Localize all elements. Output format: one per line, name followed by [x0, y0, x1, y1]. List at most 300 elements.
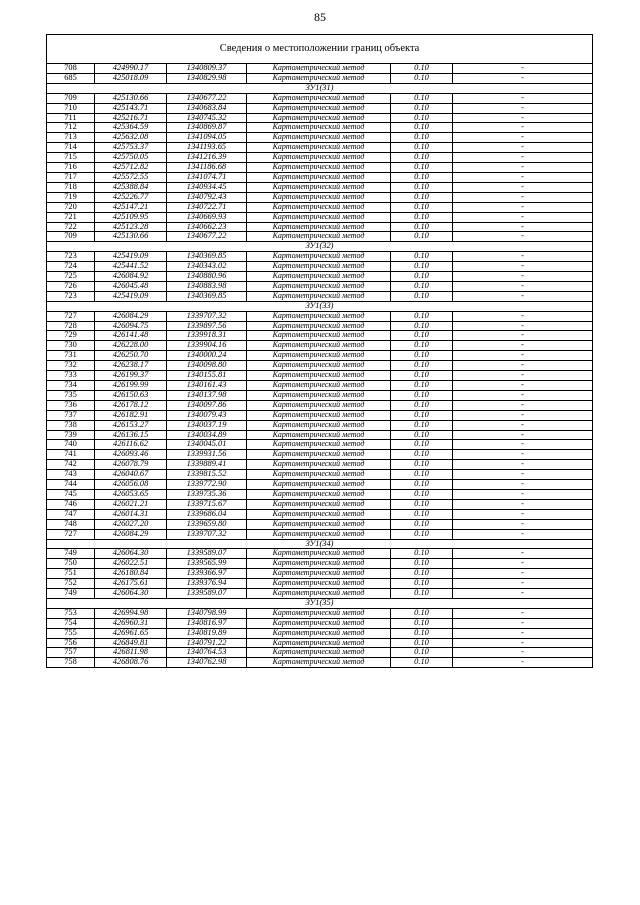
- description-cell: -: [453, 123, 593, 133]
- accuracy-cell: 0.10: [391, 489, 453, 499]
- x-coordinate-cell: 426960.31: [95, 618, 167, 628]
- y-coordinate-cell: 1340161.43: [167, 381, 247, 391]
- accuracy-cell: 0.10: [391, 93, 453, 103]
- group-label: ЗУ1(31): [47, 83, 593, 93]
- method-cell: Картометрический метод: [247, 73, 391, 83]
- point-number-cell: 740: [47, 440, 95, 450]
- method-cell: Картометрический метод: [247, 381, 391, 391]
- x-coordinate-cell: 426961.65: [95, 628, 167, 638]
- method-cell: Картометрический метод: [247, 480, 391, 490]
- x-coordinate-cell: 426084.29: [95, 311, 167, 321]
- method-cell: Картометрический метод: [247, 64, 391, 74]
- method-cell: Картометрический метод: [247, 430, 391, 440]
- point-number-cell: 751: [47, 569, 95, 579]
- description-cell: -: [453, 361, 593, 371]
- x-coordinate-cell: 425572.55: [95, 172, 167, 182]
- description-cell: -: [453, 371, 593, 381]
- x-coordinate-cell: 426250.70: [95, 351, 167, 361]
- point-number-cell: 709: [47, 232, 95, 242]
- x-coordinate-cell: 426178.12: [95, 400, 167, 410]
- method-cell: Картометрический метод: [247, 192, 391, 202]
- x-coordinate-cell: 426175.61: [95, 579, 167, 589]
- group-header-row: [47, 83, 593, 93]
- table-row: [47, 133, 593, 143]
- boundary-table-body: [47, 35, 593, 668]
- y-coordinate-cell: 1339918.31: [167, 331, 247, 341]
- table-row: [47, 658, 593, 668]
- table-row: [47, 410, 593, 420]
- method-cell: Картометрический метод: [247, 658, 391, 668]
- y-coordinate-cell: 1339772.90: [167, 480, 247, 490]
- point-number-cell: 710: [47, 103, 95, 113]
- point-number-cell: 712: [47, 123, 95, 133]
- description-cell: -: [453, 143, 593, 153]
- method-cell: Картометрический метод: [247, 123, 391, 133]
- table-row: [47, 262, 593, 272]
- point-number-cell: 741: [47, 450, 95, 460]
- point-number-cell: 739: [47, 430, 95, 440]
- method-cell: Картометрический метод: [247, 351, 391, 361]
- x-coordinate-cell: 426994.98: [95, 608, 167, 618]
- description-cell: -: [453, 480, 593, 490]
- table-row: [47, 182, 593, 192]
- x-coordinate-cell: 425388.84: [95, 182, 167, 192]
- method-cell: Картометрический метод: [247, 262, 391, 272]
- table-row: [47, 480, 593, 490]
- table-row: [47, 559, 593, 569]
- accuracy-cell: 0.10: [391, 450, 453, 460]
- accuracy-cell: 0.10: [391, 272, 453, 282]
- y-coordinate-cell: 1340762.98: [167, 658, 247, 668]
- x-coordinate-cell: 426811.98: [95, 648, 167, 658]
- y-coordinate-cell: 1340816.97: [167, 618, 247, 628]
- point-number-cell: 748: [47, 519, 95, 529]
- description-cell: -: [453, 163, 593, 173]
- accuracy-cell: 0.10: [391, 143, 453, 153]
- accuracy-cell: 0.10: [391, 371, 453, 381]
- method-cell: Картометрический метод: [247, 272, 391, 282]
- accuracy-cell: 0.10: [391, 559, 453, 569]
- description-cell: -: [453, 64, 593, 74]
- table-row: [47, 569, 593, 579]
- description-cell: -: [453, 192, 593, 202]
- accuracy-cell: 0.10: [391, 460, 453, 470]
- table-row: [47, 351, 593, 361]
- description-cell: -: [453, 430, 593, 440]
- x-coordinate-cell: 425364.59: [95, 123, 167, 133]
- point-number-cell: 753: [47, 608, 95, 618]
- accuracy-cell: 0.10: [391, 549, 453, 559]
- point-number-cell: 742: [47, 460, 95, 470]
- x-coordinate-cell: 426153.27: [95, 420, 167, 430]
- x-coordinate-cell: 425632.08: [95, 133, 167, 143]
- method-cell: Картометрический метод: [247, 163, 391, 173]
- y-coordinate-cell: 1339735.36: [167, 489, 247, 499]
- table-row: [47, 529, 593, 539]
- point-number-cell: 708: [47, 64, 95, 74]
- method-cell: Картометрический метод: [247, 93, 391, 103]
- point-number-cell: 756: [47, 638, 95, 648]
- accuracy-cell: 0.10: [391, 519, 453, 529]
- accuracy-cell: 0.10: [391, 499, 453, 509]
- x-coordinate-cell: 426116.62: [95, 440, 167, 450]
- y-coordinate-cell: 1341216.39: [167, 153, 247, 163]
- group-header-row: [47, 301, 593, 311]
- description-cell: -: [453, 390, 593, 400]
- method-cell: Картометрический метод: [247, 519, 391, 529]
- table-row: [47, 281, 593, 291]
- method-cell: Картометрический метод: [247, 212, 391, 222]
- x-coordinate-cell: 425130.66: [95, 232, 167, 242]
- accuracy-cell: 0.10: [391, 440, 453, 450]
- y-coordinate-cell: 1341094.05: [167, 133, 247, 143]
- table-row: [47, 192, 593, 202]
- point-number-cell: 737: [47, 410, 95, 420]
- point-number-cell: 729: [47, 331, 95, 341]
- accuracy-cell: 0.10: [391, 341, 453, 351]
- y-coordinate-cell: 1340677.22: [167, 93, 247, 103]
- table-title-row: [47, 35, 593, 64]
- accuracy-cell: 0.10: [391, 281, 453, 291]
- method-cell: Картометрический метод: [247, 559, 391, 569]
- table-row: [47, 460, 593, 470]
- y-coordinate-cell: 1340369.85: [167, 252, 247, 262]
- x-coordinate-cell: 426094.75: [95, 321, 167, 331]
- method-cell: Картометрический метод: [247, 489, 391, 499]
- table-row: [47, 381, 593, 391]
- point-number-cell: 746: [47, 499, 95, 509]
- y-coordinate-cell: 1340369.85: [167, 291, 247, 301]
- point-number-cell: 711: [47, 113, 95, 123]
- point-number-cell: 722: [47, 222, 95, 232]
- x-coordinate-cell: 426014.31: [95, 509, 167, 519]
- y-coordinate-cell: 1341193.65: [167, 143, 247, 153]
- method-cell: Картометрический метод: [247, 608, 391, 618]
- table-row: [47, 390, 593, 400]
- y-coordinate-cell: 1340722.71: [167, 202, 247, 212]
- table-row: [47, 252, 593, 262]
- y-coordinate-cell: 1339707.32: [167, 529, 247, 539]
- point-number-cell: 726: [47, 281, 95, 291]
- method-cell: Картометрический метод: [247, 628, 391, 638]
- table-row: [47, 172, 593, 182]
- description-cell: -: [453, 113, 593, 123]
- table-row: [47, 450, 593, 460]
- point-number-cell: 724: [47, 262, 95, 272]
- x-coordinate-cell: 425226.77: [95, 192, 167, 202]
- group-header-row: [47, 598, 593, 608]
- description-cell: -: [453, 460, 593, 470]
- accuracy-cell: 0.10: [391, 420, 453, 430]
- x-coordinate-cell: 426238.17: [95, 361, 167, 371]
- description-cell: -: [453, 321, 593, 331]
- point-number-cell: 730: [47, 341, 95, 351]
- y-coordinate-cell: 1339686.04: [167, 509, 247, 519]
- x-coordinate-cell: 425753.37: [95, 143, 167, 153]
- y-coordinate-cell: 1340745.32: [167, 113, 247, 123]
- table-row: [47, 430, 593, 440]
- accuracy-cell: 0.10: [391, 331, 453, 341]
- method-cell: Картометрический метод: [247, 569, 391, 579]
- point-number-cell: 755: [47, 628, 95, 638]
- x-coordinate-cell: 425419.09: [95, 291, 167, 301]
- method-cell: Картометрический метод: [247, 618, 391, 628]
- description-cell: -: [453, 133, 593, 143]
- method-cell: Картометрический метод: [247, 579, 391, 589]
- method-cell: Картометрический метод: [247, 281, 391, 291]
- x-coordinate-cell: 426141.48: [95, 331, 167, 341]
- y-coordinate-cell: 1340098.80: [167, 361, 247, 371]
- point-number-cell: 718: [47, 182, 95, 192]
- x-coordinate-cell: 426808.76: [95, 658, 167, 668]
- y-coordinate-cell: 1340079.43: [167, 410, 247, 420]
- table-row: [47, 361, 593, 371]
- accuracy-cell: 0.10: [391, 252, 453, 262]
- y-coordinate-cell: 1339589.07: [167, 589, 247, 599]
- table-row: [47, 470, 593, 480]
- method-cell: Картометрический метод: [247, 232, 391, 242]
- point-number-cell: 727: [47, 311, 95, 321]
- point-number-cell: 685: [47, 73, 95, 83]
- group-label: ЗУ1(35): [47, 598, 593, 608]
- point-number-cell: 727: [47, 529, 95, 539]
- x-coordinate-cell: 426027.20: [95, 519, 167, 529]
- table-row: [47, 549, 593, 559]
- accuracy-cell: 0.10: [391, 262, 453, 272]
- table-row: [47, 331, 593, 341]
- description-cell: -: [453, 153, 593, 163]
- y-coordinate-cell: 1339707.32: [167, 311, 247, 321]
- point-number-cell: 716: [47, 163, 95, 173]
- table-row: [47, 579, 593, 589]
- description-cell: -: [453, 529, 593, 539]
- method-cell: Картометрический метод: [247, 371, 391, 381]
- accuracy-cell: 0.10: [391, 291, 453, 301]
- group-label: ЗУ1(33): [47, 301, 593, 311]
- table-row: [47, 272, 593, 282]
- point-number-cell: 754: [47, 618, 95, 628]
- point-number-cell: 725: [47, 272, 95, 282]
- y-coordinate-cell: 1339376.94: [167, 579, 247, 589]
- table-row: [47, 212, 593, 222]
- method-cell: Картометрический метод: [247, 589, 391, 599]
- table-row: [47, 291, 593, 301]
- method-cell: Картометрический метод: [247, 450, 391, 460]
- description-cell: -: [453, 648, 593, 658]
- point-number-cell: 717: [47, 172, 95, 182]
- description-cell: -: [453, 311, 593, 321]
- table-row: [47, 519, 593, 529]
- description-cell: -: [453, 272, 593, 282]
- description-cell: -: [453, 549, 593, 559]
- accuracy-cell: 0.10: [391, 589, 453, 599]
- y-coordinate-cell: 1339815.52: [167, 470, 247, 480]
- method-cell: Картометрический метод: [247, 420, 391, 430]
- accuracy-cell: 0.10: [391, 123, 453, 133]
- accuracy-cell: 0.10: [391, 430, 453, 440]
- y-coordinate-cell: 1340343.02: [167, 262, 247, 272]
- accuracy-cell: 0.10: [391, 509, 453, 519]
- method-cell: Картометрический метод: [247, 460, 391, 470]
- table-row: [47, 93, 593, 103]
- accuracy-cell: 0.10: [391, 321, 453, 331]
- table-row: [47, 400, 593, 410]
- point-number-cell: 728: [47, 321, 95, 331]
- point-number-cell: 714: [47, 143, 95, 153]
- x-coordinate-cell: 426064.30: [95, 589, 167, 599]
- y-coordinate-cell: 1340037.19: [167, 420, 247, 430]
- point-number-cell: 738: [47, 420, 95, 430]
- table-row: [47, 113, 593, 123]
- description-cell: -: [453, 291, 593, 301]
- description-cell: -: [453, 499, 593, 509]
- y-coordinate-cell: 1339366.97: [167, 569, 247, 579]
- x-coordinate-cell: 425143.71: [95, 103, 167, 113]
- x-coordinate-cell: 426084.29: [95, 529, 167, 539]
- point-number-cell: 715: [47, 153, 95, 163]
- point-number-cell: 745: [47, 489, 95, 499]
- method-cell: Картометрический метод: [247, 202, 391, 212]
- method-cell: Картометрический метод: [247, 440, 391, 450]
- table-row: [47, 509, 593, 519]
- method-cell: Картометрический метод: [247, 133, 391, 143]
- description-cell: -: [453, 420, 593, 430]
- description-cell: -: [453, 589, 593, 599]
- accuracy-cell: 0.10: [391, 658, 453, 668]
- description-cell: -: [453, 252, 593, 262]
- point-number-cell: 723: [47, 291, 95, 301]
- accuracy-cell: 0.10: [391, 361, 453, 371]
- y-coordinate-cell: 1340155.81: [167, 371, 247, 381]
- table-row: [47, 499, 593, 509]
- description-cell: -: [453, 410, 593, 420]
- method-cell: Картометрический метод: [247, 143, 391, 153]
- point-number-cell: 719: [47, 192, 95, 202]
- method-cell: Картометрический метод: [247, 153, 391, 163]
- description-cell: -: [453, 222, 593, 232]
- accuracy-cell: 0.10: [391, 113, 453, 123]
- y-coordinate-cell: 1340869.87: [167, 123, 247, 133]
- y-coordinate-cell: 1340934.45: [167, 182, 247, 192]
- x-coordinate-cell: 426182.91: [95, 410, 167, 420]
- method-cell: Картометрический метод: [247, 321, 391, 331]
- y-coordinate-cell: 1340880.96: [167, 272, 247, 282]
- accuracy-cell: 0.10: [391, 480, 453, 490]
- x-coordinate-cell: 426064.30: [95, 549, 167, 559]
- x-coordinate-cell: 425123.28: [95, 222, 167, 232]
- table-row: [47, 628, 593, 638]
- table-row: [47, 103, 593, 113]
- method-cell: Картометрический метод: [247, 311, 391, 321]
- description-cell: -: [453, 182, 593, 192]
- y-coordinate-cell: 1339565.99: [167, 559, 247, 569]
- table-row: [47, 608, 593, 618]
- accuracy-cell: 0.10: [391, 618, 453, 628]
- accuracy-cell: 0.10: [391, 311, 453, 321]
- table-row: [47, 222, 593, 232]
- x-coordinate-cell: 426022.51: [95, 559, 167, 569]
- accuracy-cell: 0.10: [391, 381, 453, 391]
- method-cell: Картометрический метод: [247, 529, 391, 539]
- accuracy-cell: 0.10: [391, 608, 453, 618]
- point-number-cell: 758: [47, 658, 95, 668]
- description-cell: -: [453, 569, 593, 579]
- x-coordinate-cell: 426228.00: [95, 341, 167, 351]
- method-cell: Картометрический метод: [247, 341, 391, 351]
- y-coordinate-cell: 1339659.80: [167, 519, 247, 529]
- x-coordinate-cell: 426849.81: [95, 638, 167, 648]
- accuracy-cell: 0.10: [391, 569, 453, 579]
- x-coordinate-cell: 426136.15: [95, 430, 167, 440]
- accuracy-cell: 0.10: [391, 182, 453, 192]
- table-row: [47, 123, 593, 133]
- method-cell: Картометрический метод: [247, 331, 391, 341]
- accuracy-cell: 0.10: [391, 648, 453, 658]
- y-coordinate-cell: 1340097.86: [167, 400, 247, 410]
- x-coordinate-cell: 425109.95: [95, 212, 167, 222]
- table-row: [47, 202, 593, 212]
- description-cell: -: [453, 381, 593, 391]
- x-coordinate-cell: 425216.71: [95, 113, 167, 123]
- x-coordinate-cell: 425750.05: [95, 153, 167, 163]
- method-cell: Картометрический метод: [247, 470, 391, 480]
- table-row: [47, 143, 593, 153]
- x-coordinate-cell: 426021.21: [95, 499, 167, 509]
- description-cell: -: [453, 400, 593, 410]
- y-coordinate-cell: 1340662.23: [167, 222, 247, 232]
- description-cell: -: [453, 351, 593, 361]
- point-number-cell: 709: [47, 93, 95, 103]
- point-number-cell: 747: [47, 509, 95, 519]
- accuracy-cell: 0.10: [391, 470, 453, 480]
- y-coordinate-cell: 1340829.98: [167, 73, 247, 83]
- table-row: [47, 638, 593, 648]
- y-coordinate-cell: 1339897.56: [167, 321, 247, 331]
- x-coordinate-cell: 425441.52: [95, 262, 167, 272]
- table-row: [47, 321, 593, 331]
- point-number-cell: 752: [47, 579, 95, 589]
- description-cell: -: [453, 103, 593, 113]
- method-cell: Картометрический метод: [247, 400, 391, 410]
- point-number-cell: 721: [47, 212, 95, 222]
- point-number-cell: 723: [47, 252, 95, 262]
- point-number-cell: 757: [47, 648, 95, 658]
- table-row: [47, 618, 593, 628]
- method-cell: Картометрический метод: [247, 410, 391, 420]
- method-cell: Картометрический метод: [247, 361, 391, 371]
- accuracy-cell: 0.10: [391, 153, 453, 163]
- table-row: [47, 163, 593, 173]
- accuracy-cell: 0.10: [391, 64, 453, 74]
- y-coordinate-cell: 1340791.22: [167, 638, 247, 648]
- point-number-cell: 734: [47, 381, 95, 391]
- table-row: [47, 232, 593, 242]
- method-cell: Картометрический метод: [247, 291, 391, 301]
- x-coordinate-cell: 426180.84: [95, 569, 167, 579]
- method-cell: Картометрический метод: [247, 648, 391, 658]
- point-number-cell: 749: [47, 549, 95, 559]
- description-cell: -: [453, 172, 593, 182]
- x-coordinate-cell: 424990.17: [95, 64, 167, 74]
- table-row: [47, 73, 593, 83]
- y-coordinate-cell: 1340669.93: [167, 212, 247, 222]
- description-cell: -: [453, 440, 593, 450]
- method-cell: Картометрический метод: [247, 499, 391, 509]
- y-coordinate-cell: 1341186.68: [167, 163, 247, 173]
- y-coordinate-cell: 1340137.98: [167, 390, 247, 400]
- table-row: [47, 341, 593, 351]
- y-coordinate-cell: 1339589.07: [167, 549, 247, 559]
